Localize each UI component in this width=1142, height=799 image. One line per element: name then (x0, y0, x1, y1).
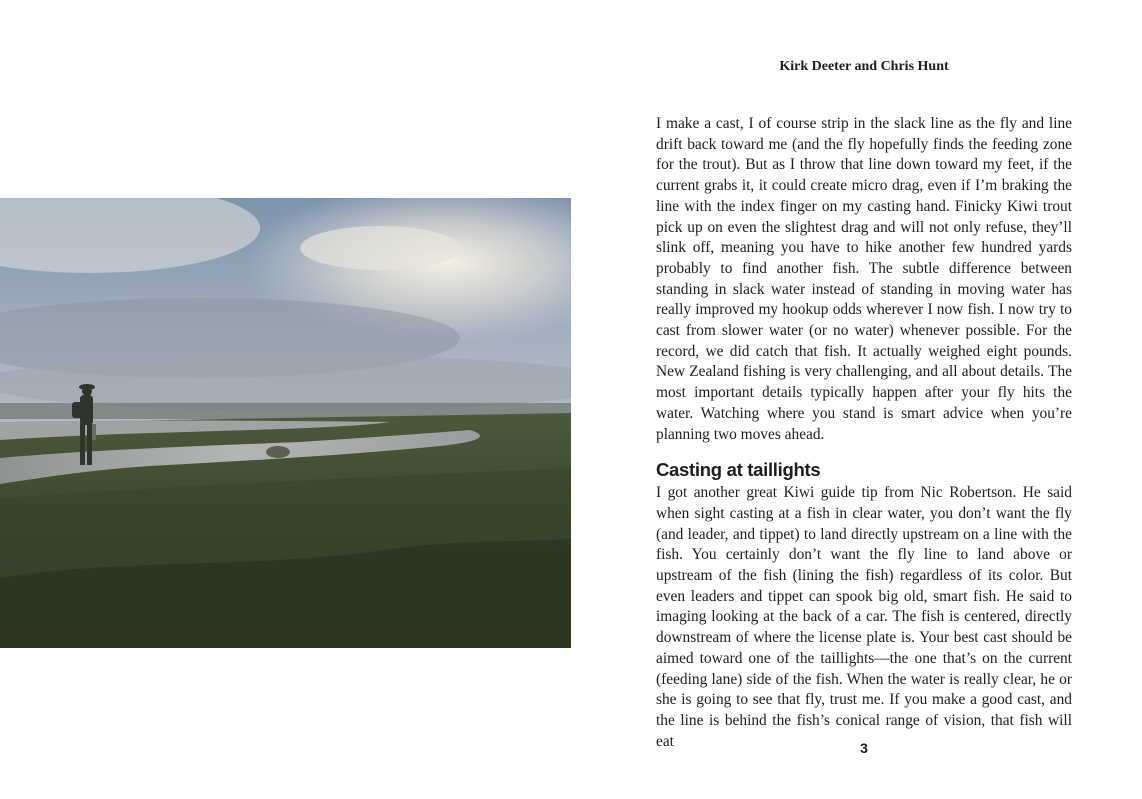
page-number: 3 (860, 740, 868, 756)
section-heading: Casting at taillights (656, 459, 821, 481)
body-text (656, 114, 1072, 752)
paragraph-2: I got another great Kiwi guide tip from Nic Robertson. He said when sight casting at a fish in clear water, you don’t want the fly (and leader, and tippet) to land directly upstream on a line with the fish. You certainly don’t want the fly line to land above or upstream of the fish (lining the fish) regardless of its color. But even leaders and tippet can spook big old, smart fish. He said to imaging looking at the back of a car. The fish is centered, directly downstream of where the license plate is. Your best cast should be aimed toward one of the taillights—the one that’s on the current (feeding lane) side of the fish. When the water is really clear, he or she is going to see that fly, trust me. If you make a good cast, and the line is behind the fish’s conical range of vision, that fish will eat (656, 484, 1072, 750)
running-head: Kirk Deeter and Chris Hunt (779, 59, 949, 74)
landscape-photo (0, 198, 571, 648)
paragraph-1: I make a cast, I of course strip in the slack line as the fly and line drift back toward me (and the fly hopefully finds the feeding zone for the trout). But as I throw that line down toward my feet, if the current grabs it, it could create micro drag, even if I’m braking the line with the index finger on my casting hand. Finicky Kiwi trout pick up on even the slightest drag and will not only refuse, they’ll slink off, meaning you have to hike another few hundred yards probably to find another fish. The subtle difference between standing in slack water instead of standing in moving water has really improved my hookup odds wherever I now fish. I now try to cast from slower water (or no water) whenever possible. For the record, we did catch that fish. It actually weighed eight pounds. New Zealand fishing is very challenging, and all about details. The most important details typically happen after your fly hits the water. Watching where you stand is smart advice when you’re planning two moves ahead. (656, 115, 1072, 443)
